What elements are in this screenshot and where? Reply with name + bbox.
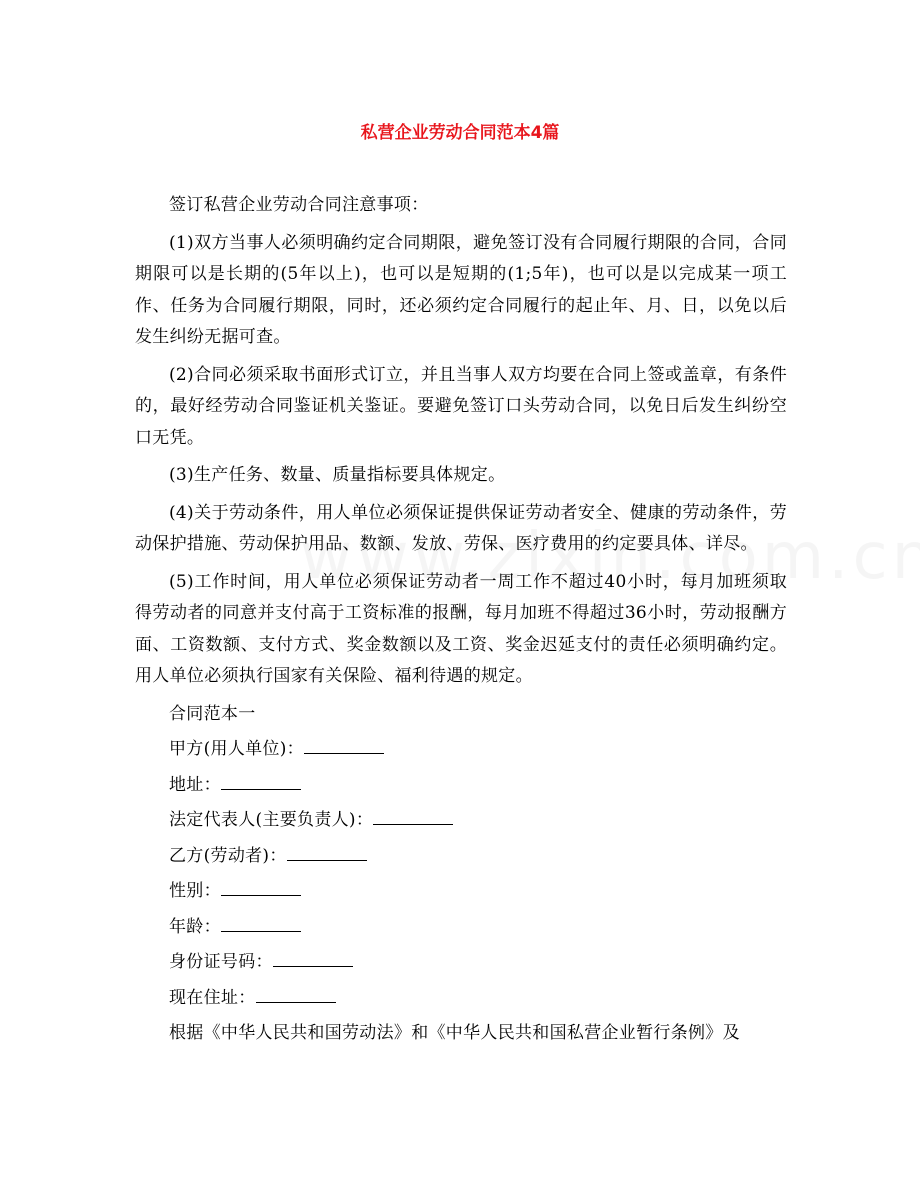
document-body bbox=[135, 190, 787, 1056]
field-gender-label: 性别： bbox=[169, 881, 221, 901]
field-id-number bbox=[135, 947, 787, 979]
age-blank-line[interactable] bbox=[221, 917, 301, 932]
field-age bbox=[135, 912, 787, 944]
field-party-b-label: 乙方(劳动者)： bbox=[169, 845, 287, 866]
closing-paragraph: 根据《中华人民共和国劳动法》和《中华人民共和国私营企业暂行条例》及 bbox=[169, 1023, 740, 1043]
field-current-address-label: 现在住址： bbox=[169, 987, 256, 1008]
sample-heading: 合同范本一 bbox=[169, 703, 256, 724]
party-b-blank-line[interactable] bbox=[287, 846, 367, 861]
note-item-5: (5)工作时间，用人单位必须保证劳动者一周工作不超过40小时，每月加班须取得劳动者的同意并支付高于工资标准的报酬，每月加班不得超过36小时，劳动报酬方面、工资数额、支付方式、奖金数额以及工资、奖金迟延支付的责任必须明确约定。用人单位必须执行国家有关保险、福利待遇的规定。 bbox=[135, 571, 787, 686]
field-legal-rep-label: 法定代表人(主要负责人)： bbox=[169, 810, 374, 830]
field-party-b bbox=[135, 841, 787, 873]
field-address-label: 地址： bbox=[169, 774, 221, 795]
field-party-a-label: 甲方(用人单位)： bbox=[169, 739, 304, 759]
note-item-1: (1)双方当事人必须明确约定合同期限，避免签订没有合同履行期限的合同，合同期限可以是长期的(5年以上)，也可以是短期的(1;5年)，也可以是以完成某一项工作、任务为合同履行期限，同时，还必须约定合同履行的起止年、月、日，以免以后发生纠纷无据可查。 bbox=[135, 232, 787, 347]
field-age-label: 年龄： bbox=[169, 916, 221, 937]
intro-paragraph: 签订私营企业劳动合同注意事项： bbox=[169, 195, 429, 215]
field-legal-rep bbox=[135, 805, 787, 837]
field-gender bbox=[135, 876, 787, 908]
current-address-blank-line[interactable] bbox=[256, 988, 336, 1003]
gender-blank-line[interactable] bbox=[221, 881, 301, 896]
id-number-blank-line[interactable] bbox=[273, 952, 353, 967]
note-item-3: (3)生产任务、数量、质量指标要具体规定。 bbox=[169, 465, 506, 485]
party-a-blank-line[interactable] bbox=[304, 739, 384, 754]
address-blank-line[interactable] bbox=[221, 775, 301, 790]
legal-rep-blank-line[interactable] bbox=[373, 810, 453, 825]
field-address bbox=[135, 770, 787, 802]
field-party-a bbox=[135, 734, 787, 766]
field-current-address bbox=[135, 983, 787, 1015]
note-item-2: (2)合同必须采取书面形式订立，并且当事人双方均要在合同上签或盖章，有条件的，最好经劳动合同鉴证机关鉴证。要避免签订口头劳动合同，以免日后发生纠纷空口无凭。 bbox=[135, 364, 787, 448]
document-title: 私营企业劳动合同范本4篇 bbox=[360, 123, 560, 143]
field-id-number-label: 身份证号码： bbox=[169, 952, 273, 972]
note-item-4: (4)关于劳动条件，用人单位必须保证提供保证劳动者安全、健康的劳动条件，劳动保护措施、劳动保护用品、数额、发放、劳保、医疗费用的约定要具体、详尽。 bbox=[135, 502, 787, 554]
